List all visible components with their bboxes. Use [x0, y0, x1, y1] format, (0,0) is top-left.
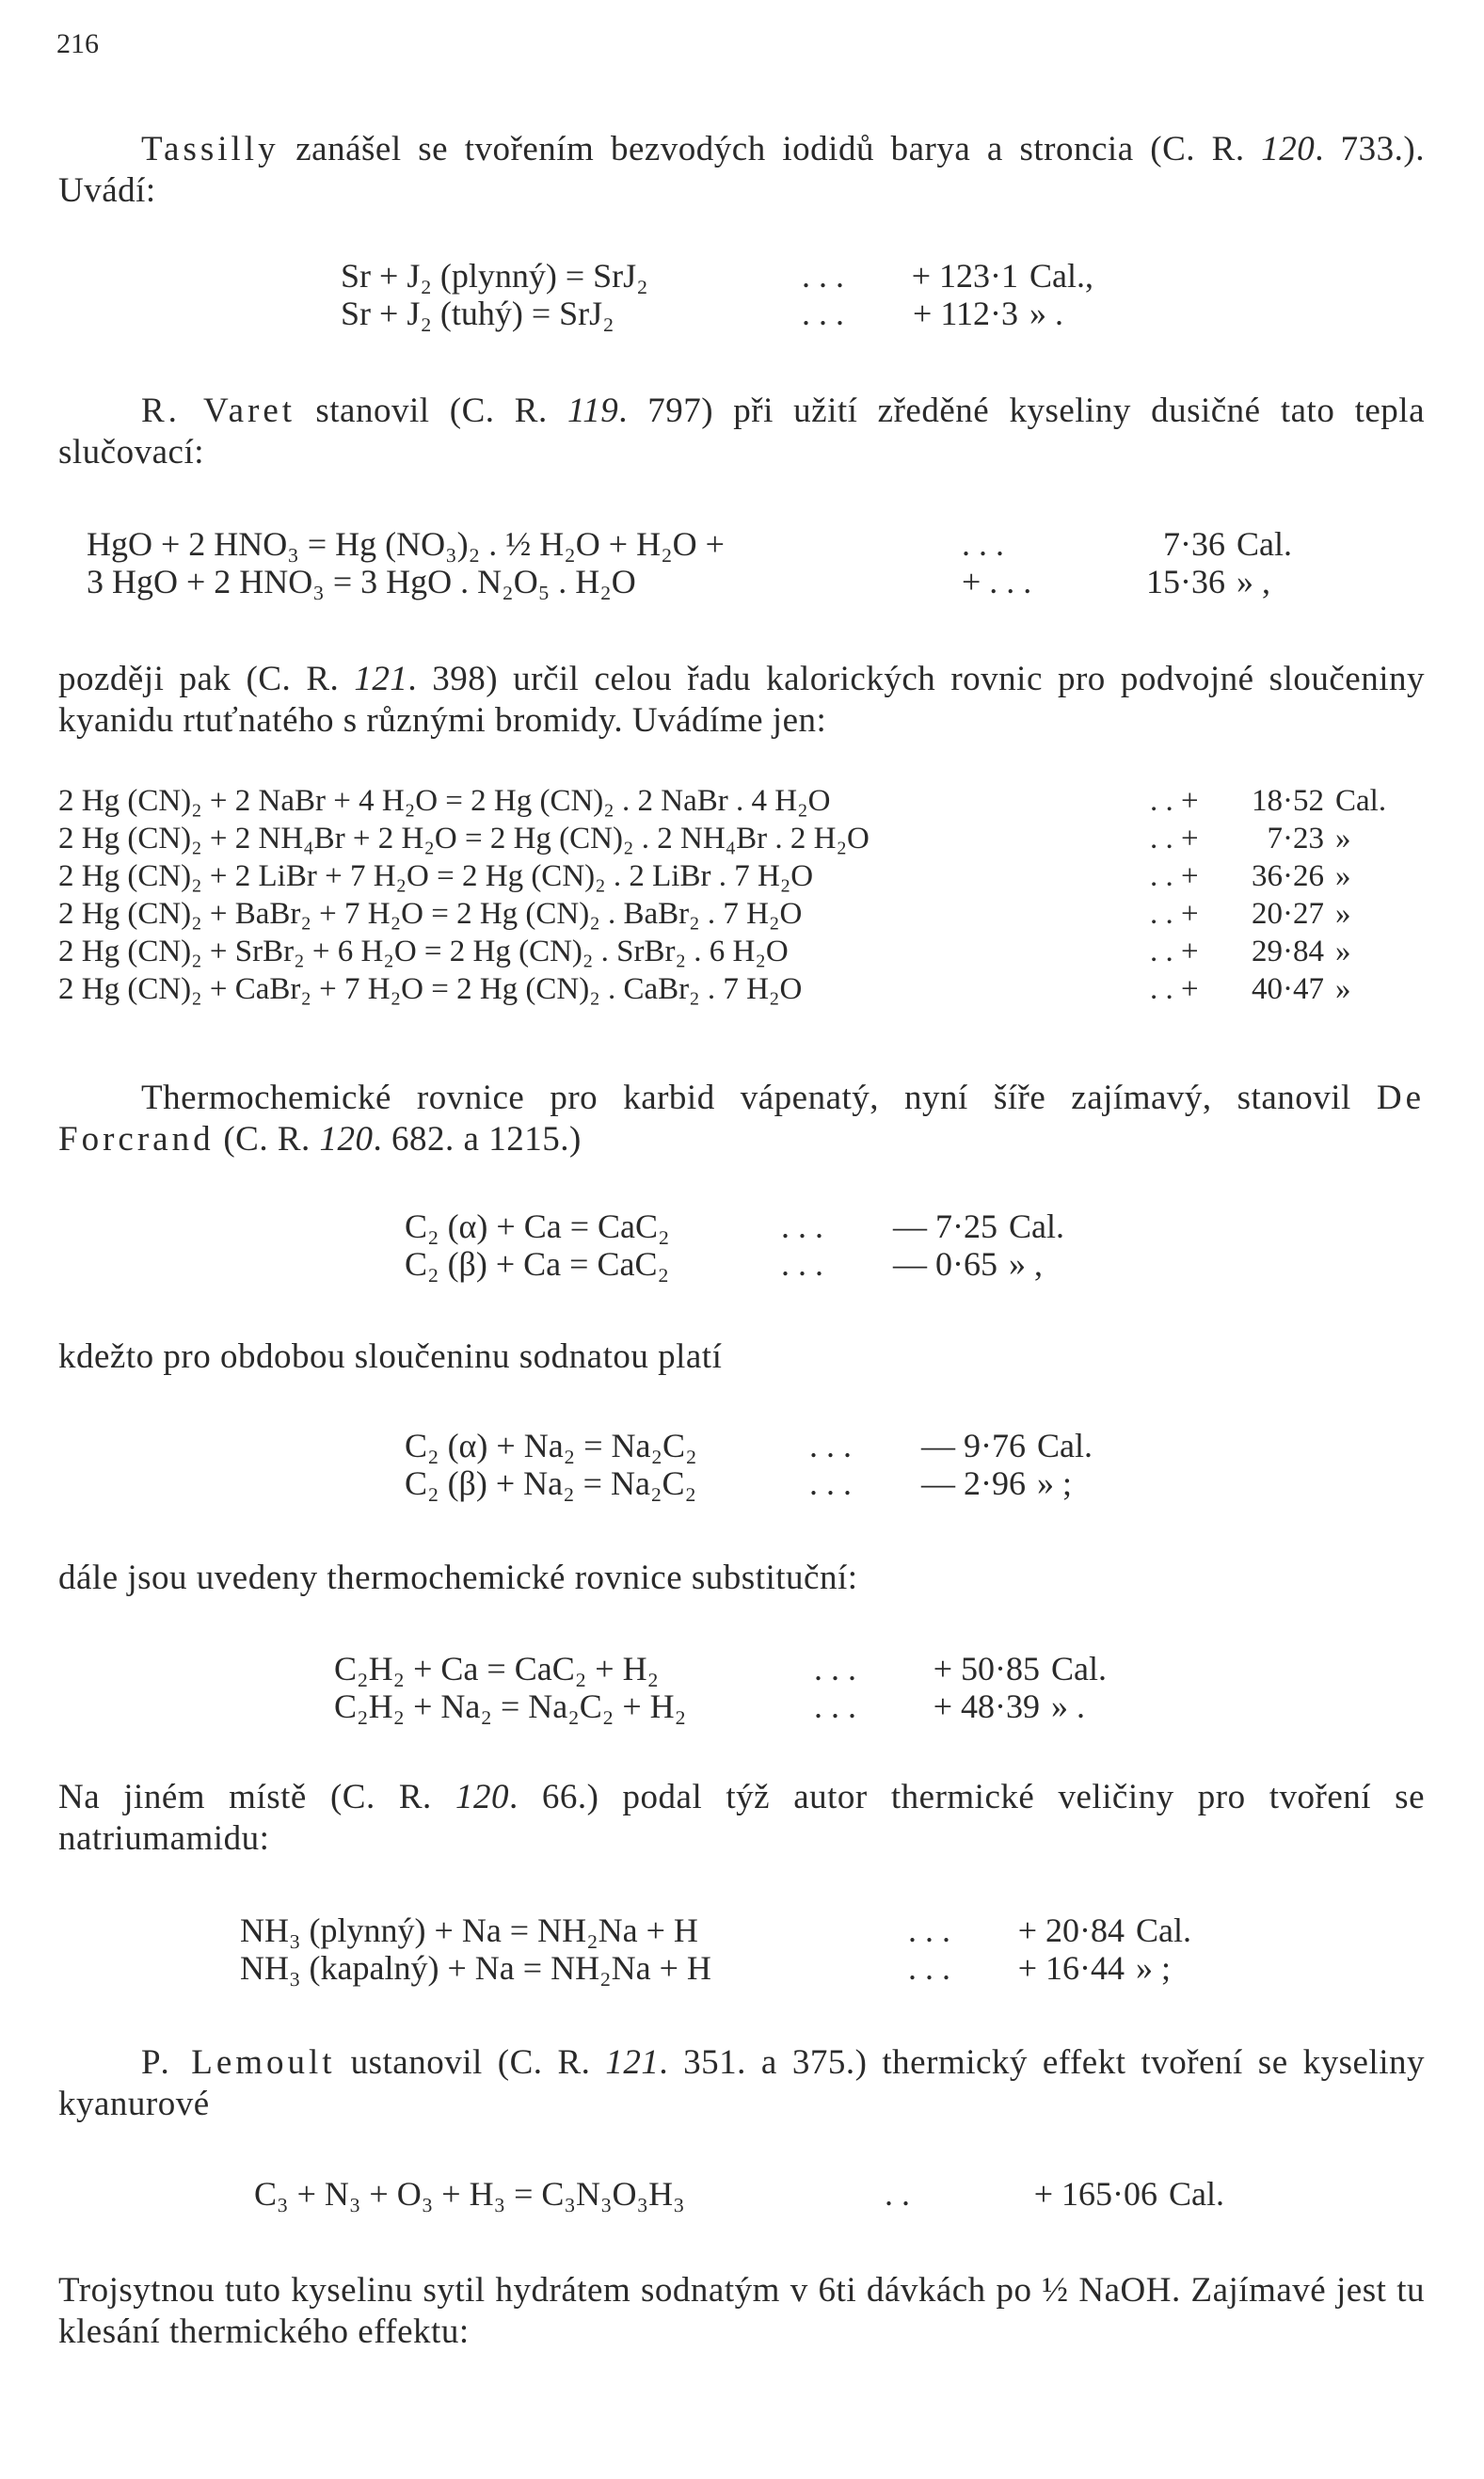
equation-unit: » . — [1051, 1687, 1085, 1725]
equation-unit: Cal. — [1335, 784, 1387, 818]
equation-lhs: 2 Hg (CN)₂ + SrBr₂ + 6 H₂O = 2 Hg (CN)₂ . SrBr₂ . 6 H₂O — [58, 935, 789, 968]
equation-value: + 112·3 — [913, 295, 1018, 332]
equation-dots: . . . — [802, 295, 844, 332]
equation-unit: » ; — [1136, 1949, 1172, 1987]
equation-row — [341, 256, 1093, 294]
equation-dots: . . . — [908, 1949, 950, 1987]
equation-unit: Cal. — [1009, 1208, 1064, 1245]
equation-row — [87, 562, 1292, 600]
paragraph-text: zanášel se tvořením bezvodých iodidů barya a stroncia (C. R. — [279, 130, 1262, 168]
equation-value: 40·47 — [1252, 972, 1324, 1006]
equation-value: + 165·06 — [1033, 2175, 1157, 2213]
equation-unit: Cal. — [1237, 525, 1292, 563]
equation-dots: . . + — [1150, 935, 1199, 968]
equation-lhs: NH₃ (plynný) + Na = NH₂Na + H — [240, 1911, 698, 1949]
paragraph-text: dále jsou uvedeny thermochemické rovnice substituční: — [58, 1559, 858, 1597]
equation-dots: . . . — [814, 1687, 856, 1725]
equation-unit: » ; — [1037, 1464, 1073, 1502]
equation-lhs: 2 Hg (CN)₂ + 2 NH₄Br + 2 H₂O = 2 Hg (CN)₂ . 2 NH₄Br . 2 H₂O — [58, 822, 870, 856]
reference-volume: 121 — [354, 660, 408, 698]
equation-row — [58, 822, 1386, 859]
author-name: De Forcrand — [58, 1079, 1425, 1159]
equation-dots: . . + — [1150, 822, 1199, 856]
equation-dots: . . . — [781, 1245, 823, 1283]
paragraph-text: Thermochemické rovnice pro karbid vápenatý, nyní šíře zajímavý, stanovil — [141, 1079, 1377, 1117]
equation-value: + 123·1 — [911, 257, 1018, 295]
equation-value: 18·52 — [1252, 784, 1324, 818]
equation-value: + 48·39 — [933, 1687, 1040, 1725]
equation-row — [87, 524, 1292, 562]
equation-lhs: NH₃ (kapalný) + Na = NH₂Na + H — [240, 1949, 711, 1987]
equation-block-6 — [334, 1649, 1107, 1724]
reference-volume: 119 — [566, 392, 619, 430]
equation-row — [405, 1244, 1064, 1282]
paragraph-text: . 682. a 1215.) — [373, 1120, 582, 1159]
equation-lhs: C₂ (α) + Ca = CaC₂ — [405, 1208, 670, 1245]
equation-block-4 — [405, 1207, 1064, 1282]
equation-dots: . . + — [1150, 784, 1199, 818]
equation-dots: . . . — [962, 525, 1004, 563]
equation-unit: » , — [1237, 563, 1270, 600]
equation-row — [405, 1207, 1064, 1244]
paragraph-varet — [58, 391, 1425, 473]
reference-volume: 120 — [319, 1120, 374, 1159]
paragraph-text: (C. R. — [214, 1120, 320, 1159]
equation-lhs: C₂ (α) + Na₂ = Na₂C₂ — [405, 1427, 697, 1464]
equation-block-3 — [58, 784, 1386, 1010]
equation-value: 20·27 — [1252, 897, 1324, 931]
equation-block-2 — [87, 524, 1292, 600]
equation-lhs: C₂H₂ + Na₂ = Na₂C₂ + H₂ — [334, 1687, 687, 1725]
paragraph-natriumamide — [58, 1777, 1425, 1860]
equation-row — [58, 897, 1386, 935]
equation-lhs: 2 Hg (CN)₂ + BaBr₂ + 7 H₂O = 2 Hg (CN)₂ . BaBr₂ . 7 H₂O — [58, 897, 803, 931]
paragraph-text: stanovil (C. R. — [295, 392, 567, 430]
equation-dots: . . + — [1150, 972, 1199, 1006]
equation-value: — 7·25 — [893, 1208, 997, 1245]
equation-unit: » — [1335, 822, 1351, 856]
equation-row — [58, 935, 1386, 972]
equation-block-5 — [405, 1426, 1093, 1501]
paragraph-text: . 398) určil celou řadu kalorických rovnic pro podvojné sloučeniny kyanidu rtuťnatého s různými bromidy. Uvádíme jen: — [58, 660, 1425, 740]
reference-volume: 120 — [455, 1778, 509, 1816]
equation-unit: » — [1335, 972, 1351, 1006]
equation-lhs: C₂ (β) + Ca = CaC₂ — [405, 1245, 670, 1283]
equation-dots: . . . — [908, 1911, 950, 1949]
author-name: R. Varet — [141, 392, 296, 430]
equation-lhs: 3 HgO + 2 HNO₃ = 3 HgO . N₂O₅ . H₂O — [87, 563, 636, 600]
equation-row — [58, 859, 1386, 897]
equation-value: 7·23 — [1267, 822, 1324, 856]
equation-lhs: C₂H₂ + Ca = CaC₂ + H₂ — [334, 1650, 660, 1687]
equation-value: — 9·76 — [921, 1427, 1026, 1464]
paragraph-text: kdežto pro obdobou sloučeninu sodnatou platí — [58, 1337, 723, 1376]
equation-row — [254, 2174, 1224, 2212]
equation-value: + 20·84 — [1017, 1911, 1125, 1949]
equation-value: + 50·85 — [933, 1650, 1040, 1687]
equation-row — [240, 1948, 1191, 1986]
equation-row — [341, 294, 1093, 331]
author-name: P. Lemoult — [141, 2043, 336, 2082]
equation-value: 7·36 — [1163, 525, 1225, 563]
equation-row — [58, 972, 1386, 1010]
equation-lhs: Sr + J₂ (tuhý) = SrJ₂ — [341, 295, 614, 332]
paragraph-substitution — [58, 1558, 1425, 1599]
equation-row — [58, 784, 1386, 822]
equation-dots: + . . . — [962, 563, 1032, 600]
equation-dots: . . . — [802, 257, 844, 295]
equation-unit: » . — [1029, 295, 1063, 332]
equation-unit: Cal. — [1051, 1650, 1107, 1687]
equation-unit: » , — [1009, 1245, 1043, 1283]
reference-volume: 121 — [605, 2043, 660, 2082]
equation-dots: . . — [885, 2175, 910, 2213]
equation-lhs: 2 Hg (CN)₂ + 2 NaBr + 4 H₂O = 2 Hg (CN)₂ . 2 NaBr . 4 H₂O — [58, 784, 831, 818]
equation-lhs: C₃ + N₃ + O₃ + H₃ = C₃N₃O₃H₃ — [254, 2175, 685, 2213]
page-number: 216 — [56, 28, 99, 59]
equation-block-7 — [240, 1911, 1191, 1986]
equation-lhs: 2 Hg (CN)₂ + CaBr₂ + 7 H₂O = 2 Hg (CN)₂ . CaBr₂ . 7 H₂O — [58, 972, 803, 1006]
equation-row — [334, 1687, 1107, 1724]
paragraph-text: později pak (C. R. — [58, 660, 355, 698]
equation-dots: . . + — [1150, 897, 1199, 931]
equation-lhs: Sr + J₂ (plynný) = SrJ₂ — [341, 257, 648, 295]
paragraph-forcrand — [58, 1078, 1425, 1160]
equation-unit: Cal. — [1136, 1911, 1191, 1949]
equation-row — [405, 1463, 1093, 1501]
equation-unit: » — [1335, 859, 1351, 893]
equation-row — [334, 1649, 1107, 1687]
paragraph-sodium — [58, 1336, 1425, 1378]
equation-block-8 — [254, 2174, 1224, 2212]
equation-unit: Cal., — [1029, 257, 1093, 295]
equation-dots: . . . — [809, 1464, 852, 1502]
reference-volume: 120 — [1261, 130, 1316, 168]
paragraph-cyanuric — [58, 2270, 1425, 2353]
paragraph-lemoult — [58, 2042, 1425, 2125]
equation-lhs: C₂ (β) + Na₂ = Na₂C₂ — [405, 1464, 697, 1502]
paragraph-text: . 351. a 375.) thermický effekt tvoření se kyseliny kyanurové — [58, 2043, 1425, 2123]
equation-unit: » — [1335, 897, 1351, 931]
equation-lhs: HgO + 2 HNO₃ = Hg (NO₃)₂ . ½ H₂O + H₂O + — [87, 525, 725, 563]
paragraph-tassilly — [58, 129, 1425, 212]
paragraph-text: . 66.) podal týž autor thermické veličiny pro tvoření se natriumamidu: — [58, 1778, 1425, 1858]
paragraph-text: Trojsytnou tuto kyselinu sytil hydrátem sodnatým v 6ti dávkách po ½ NaOH. Zajímavé jest tu klesání thermického effektu: — [58, 2271, 1425, 2351]
paragraph-text: ustanovil (C. R. — [335, 2043, 606, 2082]
equation-dots: . . . — [781, 1208, 823, 1245]
paragraph-text: Na jiném místě (C. R. — [58, 1778, 455, 1816]
equation-unit: Cal. — [1037, 1427, 1093, 1464]
equation-dots: . . + — [1150, 859, 1199, 893]
equation-value: 36·26 — [1252, 859, 1324, 893]
equation-row — [240, 1911, 1191, 1948]
equation-value: — 2·96 — [921, 1464, 1026, 1502]
paragraph-text: . 797) při užití zředěné kyseliny dusičné tato tepla slučovací: — [58, 392, 1425, 472]
equation-lhs: 2 Hg (CN)₂ + 2 LiBr + 7 H₂O = 2 Hg (CN)₂ . 2 LiBr . 7 H₂O — [58, 859, 814, 893]
equation-unit: Cal. — [1169, 2175, 1224, 2213]
equation-dots: . . . — [814, 1650, 856, 1687]
paragraph-text: . 733.). Uvádí: — [58, 130, 1425, 210]
equation-value: — 0·65 — [893, 1245, 997, 1283]
equation-value: + 16·44 — [1017, 1949, 1125, 1987]
equation-block-1 — [341, 256, 1093, 331]
equation-value: 15·36 — [1146, 563, 1225, 600]
paragraph-bromides — [58, 659, 1425, 742]
equation-row — [405, 1426, 1093, 1463]
equation-dots: . . . — [809, 1427, 852, 1464]
equation-unit: » — [1335, 935, 1351, 968]
author-name: Tassilly — [141, 130, 279, 168]
equation-value: 29·84 — [1252, 935, 1324, 968]
